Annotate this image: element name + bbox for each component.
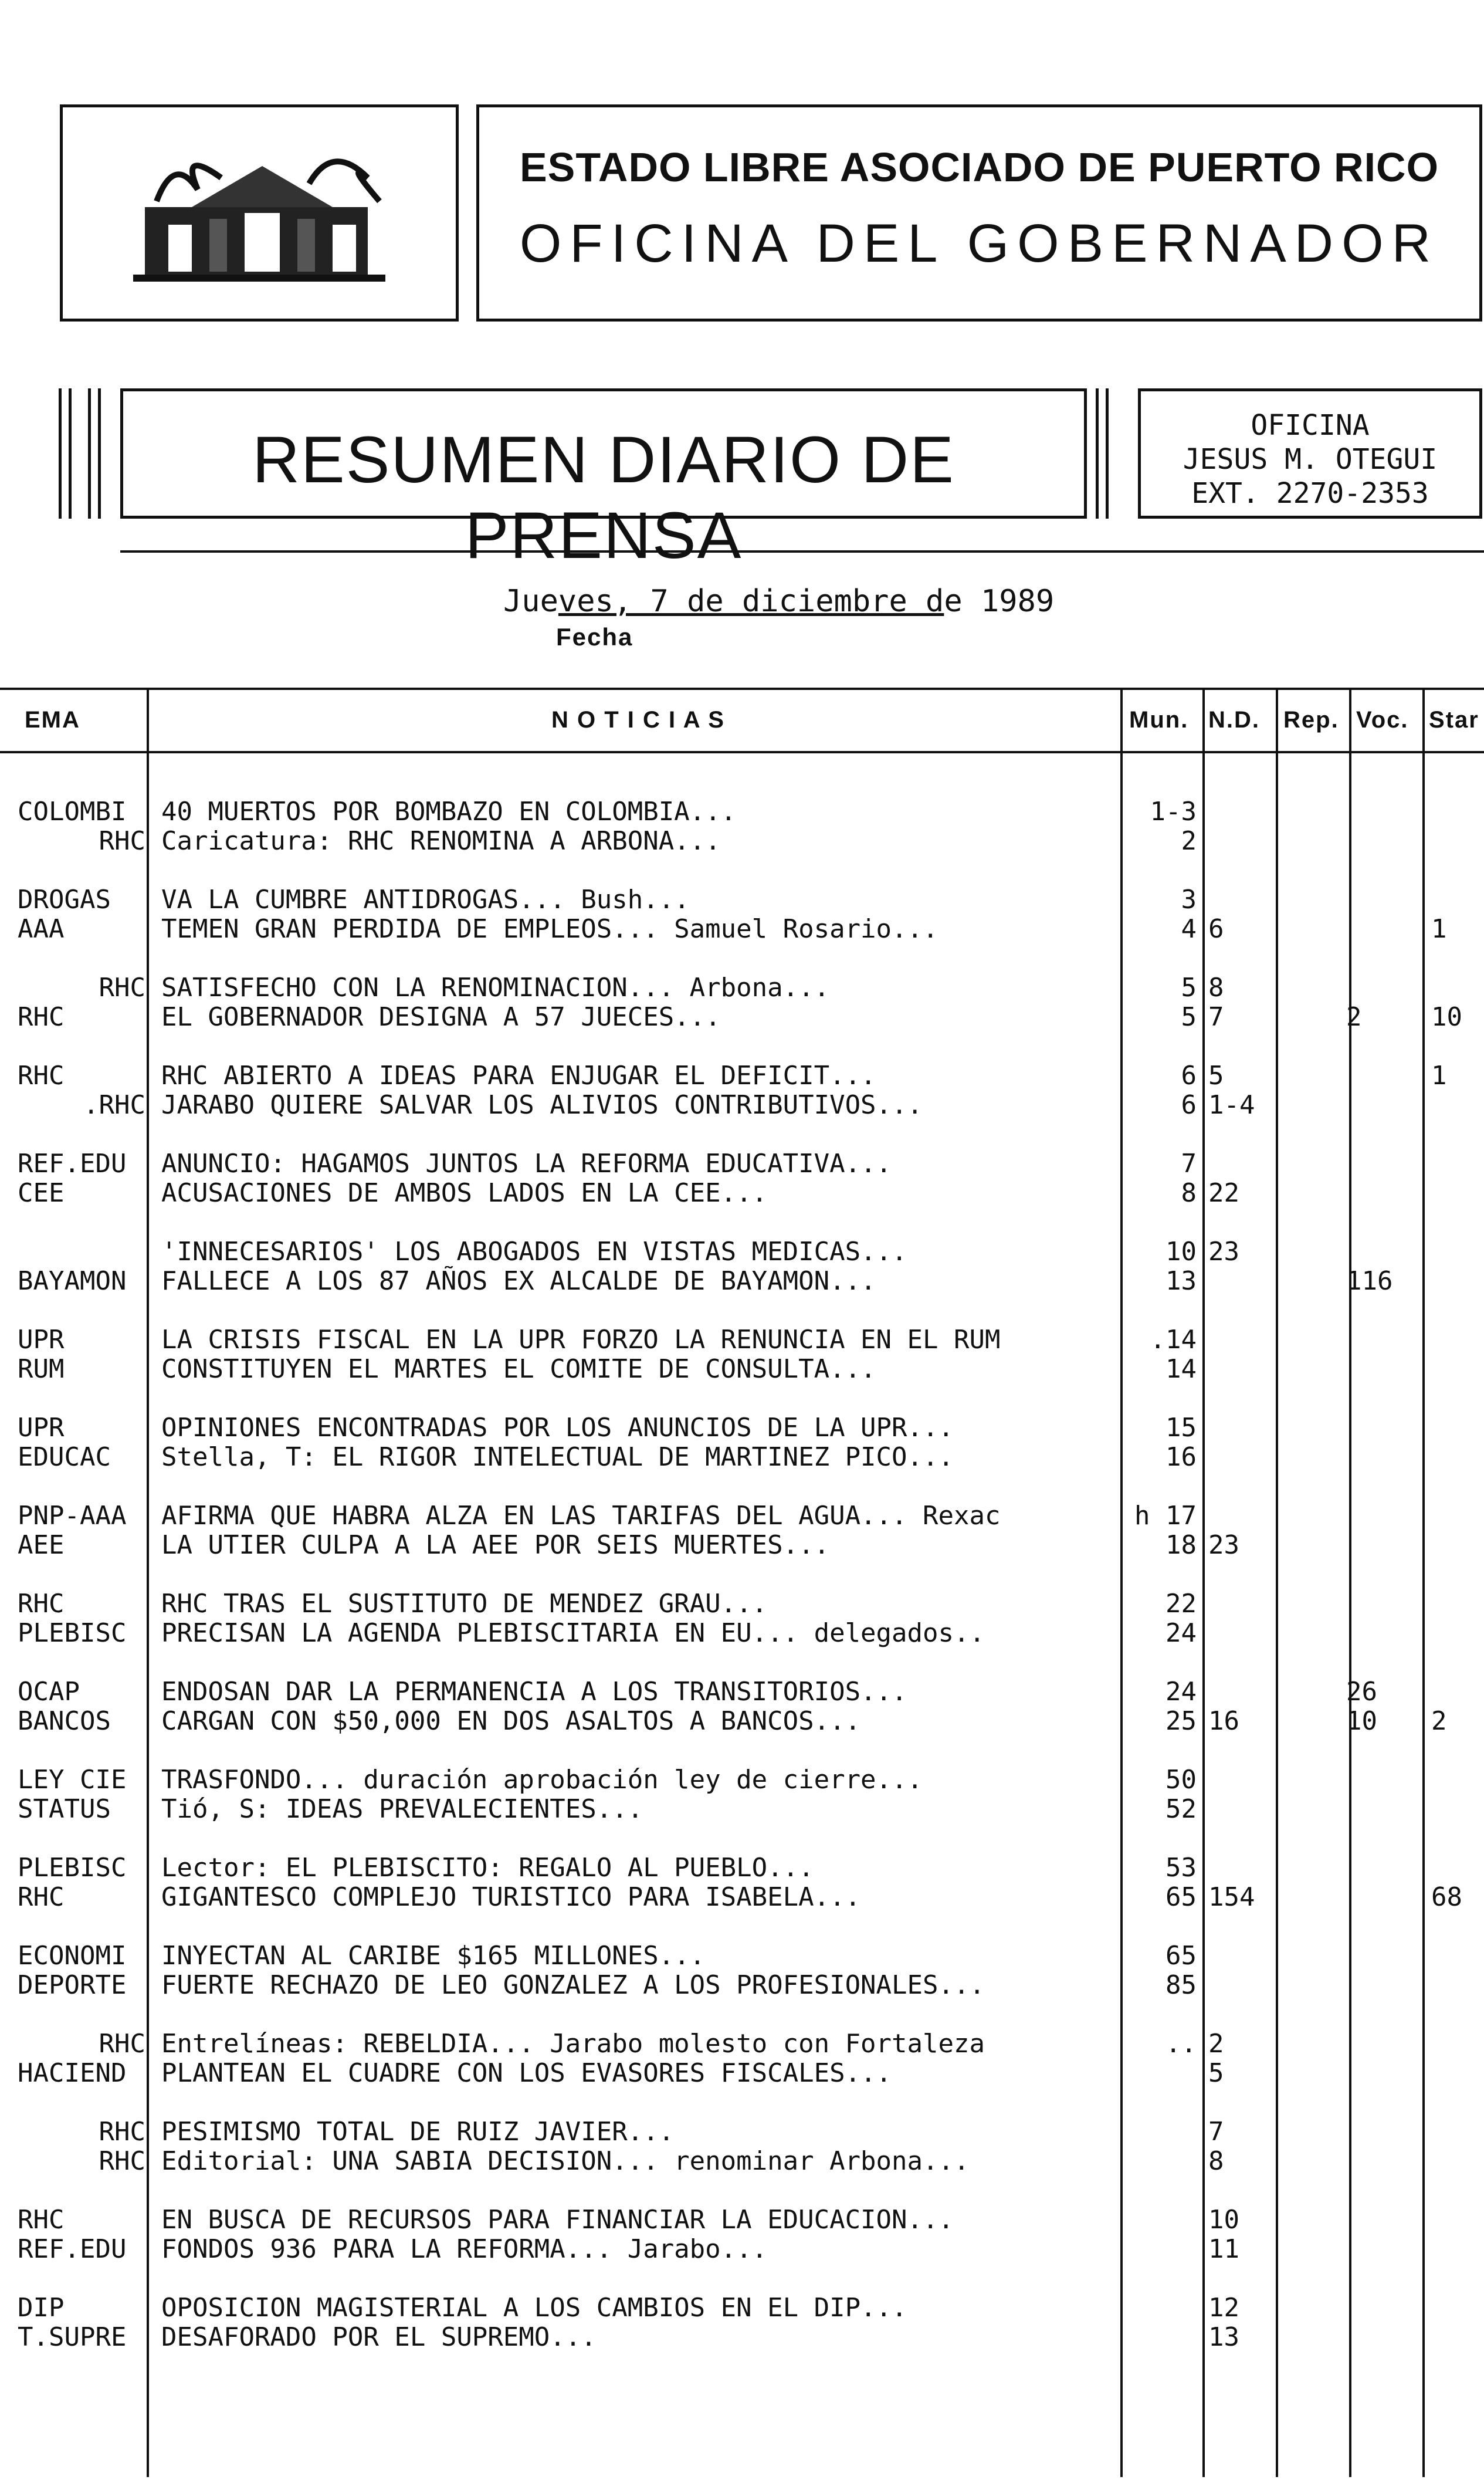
table-header-border <box>0 751 1484 753</box>
row-headline: RHC ABIERTO A IDEAS PARA ENJUGAR EL DEFICIT... <box>161 1061 876 1091</box>
row-mun-page: 25 <box>1165 1706 1197 1736</box>
table-row <box>0 826 1484 857</box>
row-mun-page: 15 <box>1165 1413 1197 1443</box>
report-title: RESUMEN DIARIO DE PRENSA <box>252 423 955 572</box>
office-name: JESUS M. OTEGUI <box>1183 443 1438 476</box>
header-rep: Rep. <box>1283 707 1339 733</box>
row-tema: BANCOS <box>18 1706 111 1736</box>
row-mun-page: 24 <box>1165 1618 1197 1648</box>
header-noticias: N O T I C I A S <box>551 707 725 733</box>
row-headline: Caricatura: RHC RENOMINA A ARBONA... <box>161 826 721 856</box>
table-row <box>0 1442 1484 1473</box>
header-tema: EMA <box>25 707 80 733</box>
table-row <box>0 885 1484 915</box>
row-tema: RHC <box>18 1002 65 1032</box>
table-row <box>0 1941 1484 1971</box>
row-tema: RHC <box>99 826 145 856</box>
row-voc-page: 26 <box>1346 1677 1377 1707</box>
row-tema: RHC <box>99 2117 145 2147</box>
row-headline: LA CRISIS FISCAL EN LA UPR FORZO LA RENUNCIA EN EL RUM <box>161 1325 1001 1355</box>
row-star-page: 10 <box>1431 1002 1462 1032</box>
row-mun-page: 1-3 <box>1150 797 1197 827</box>
row-headline: VA LA CUMBRE ANTIDROGAS... Bush... <box>161 885 690 915</box>
row-tema: RHC <box>18 1882 65 1912</box>
table-row <box>0 2058 1484 2089</box>
row-nd-page: 1-4 <box>1208 1090 1255 1120</box>
agency-title: ESTADO LIBRE ASOCIADO DE PUERTO RICO <box>519 144 1439 190</box>
table-row <box>0 1178 1484 1209</box>
logo-frame <box>60 104 459 322</box>
office-title: OFICINA DEL GOBERNADOR <box>519 214 1439 273</box>
right-bar-decoration <box>1096 388 1109 519</box>
row-nd-page: 5 <box>1208 1061 1224 1091</box>
table-row <box>0 1002 1484 1033</box>
table-row <box>0 1853 1484 1883</box>
row-headline: EL GOBERNADOR DESIGNA A 57 JUECES... <box>161 1002 721 1032</box>
row-tema: PNP-AAA <box>18 1501 127 1531</box>
table-row <box>0 1618 1484 1649</box>
row-headline: FALLECE A LOS 87 AÑOS EX ALCALDE DE BAYAMON... <box>161 1266 876 1296</box>
row-headline: Lector: EL PLEBISCITO: REGALO AL PUEBLO... <box>161 1853 814 1883</box>
row-mun-page: 10 <box>1165 1237 1197 1267</box>
row-nd-page: 8 <box>1208 2146 1224 2176</box>
table-row <box>0 1149 1484 1179</box>
row-tema: AAA <box>18 914 65 944</box>
table-row <box>0 1677 1484 1707</box>
row-nd-page: 7 <box>1208 1002 1224 1032</box>
row-mun-page: 24 <box>1165 1677 1197 1707</box>
row-headline: 40 MUERTOS POR BOMBAZO EN COLOMBIA... <box>161 797 737 827</box>
row-headline: PLANTEAN EL CUADRE CON LOS EVASORES FISCALES... <box>161 2058 892 2088</box>
row-headline: ACUSACIONES DE AMBOS LADOS EN LA CEE... <box>161 1178 768 1208</box>
row-nd-page: 23 <box>1208 1237 1239 1267</box>
row-star-page: 1 <box>1431 914 1447 944</box>
row-mun-page: 5 <box>1181 973 1197 1003</box>
row-nd-page: 23 <box>1208 1530 1239 1560</box>
row-tema: RHC <box>99 2146 145 2176</box>
row-headline: FUERTE RECHAZO DE LEO GONZALEZ A LOS PROFESIONALES... <box>161 1970 985 2000</box>
row-nd-page: 5 <box>1208 2058 1224 2088</box>
table-row <box>0 2117 1484 2147</box>
row-nd-page: 2 <box>1208 2029 1224 2059</box>
government-building-seal-icon <box>121 143 397 289</box>
row-tema: PLEBISC <box>18 1618 127 1648</box>
office-label: OFICINA <box>1251 409 1370 442</box>
row-tema: RHC <box>99 2029 145 2059</box>
row-star-page: 2 <box>1431 1706 1447 1736</box>
row-mun-page: 6 <box>1181 1061 1197 1091</box>
row-headline: CARGAN CON $50,000 EN DOS ASALTOS A BANCOS... <box>161 1706 861 1736</box>
row-tema: AEE <box>18 1530 65 1560</box>
row-tema: UPR <box>18 1413 65 1443</box>
row-mun-page: 18 <box>1165 1530 1197 1560</box>
row-mun-page: .. <box>1165 2029 1197 2059</box>
table-row <box>0 1090 1484 1121</box>
row-nd-page: 6 <box>1208 914 1224 944</box>
row-tema: OCAP <box>18 1677 80 1707</box>
row-mun-page: 65 <box>1165 1882 1197 1912</box>
table-row <box>0 2205 1484 2235</box>
row-mun-page: h 17 <box>1134 1501 1197 1531</box>
row-tema: .RHC <box>83 1090 145 1120</box>
row-mun-page: 52 <box>1165 1794 1197 1824</box>
row-tema: LEY CIE <box>18 1765 127 1795</box>
row-tema: UPR <box>18 1325 65 1355</box>
row-tema: RHC <box>99 973 145 1003</box>
date-underlined: ves, 7 de diciembre d <box>558 584 944 619</box>
row-tema: DEPORTE <box>18 1970 127 2000</box>
table-row <box>0 1794 1484 1825</box>
row-tema: RHC <box>18 2205 65 2235</box>
row-tema: REF.EDU <box>18 2234 127 2264</box>
table-row <box>0 1237 1484 1267</box>
row-tema: DIP <box>18 2293 65 2323</box>
row-headline: Tió, S: IDEAS PREVALECIENTES... <box>161 1794 643 1824</box>
row-tema: RHC <box>18 1589 65 1619</box>
row-headline: LA UTIER CULPA A LA AEE POR SEIS MUERTES... <box>161 1530 830 1560</box>
row-mun-page: 65 <box>1165 1941 1197 1971</box>
table-row <box>0 797 1484 827</box>
row-tema: ECONOMI <box>18 1941 127 1971</box>
row-mun-page: 4 <box>1181 914 1197 944</box>
row-headline: ANUNCIO: HAGAMOS JUNTOS LA REFORMA EDUCATIVA... <box>161 1149 892 1179</box>
header-nd: N.D. <box>1208 707 1260 733</box>
table-row <box>0 1061 1484 1091</box>
row-headline: JARABO QUIERE SALVAR LOS ALIVIOS CONTRIBUTIVOS... <box>161 1090 923 1120</box>
report-date <box>503 584 1054 619</box>
row-tema: COLOMBI <box>18 797 127 827</box>
table-row <box>0 2146 1484 2177</box>
row-headline: ENDOSAN DAR LA PERMANENCIA A LOS TRANSITORIOS... <box>161 1677 907 1707</box>
row-mun-page: 53 <box>1165 1853 1197 1883</box>
table-row <box>0 1882 1484 1913</box>
table-row <box>0 2029 1484 2059</box>
row-tema: RUM <box>18 1354 65 1384</box>
table-row <box>0 1325 1484 1355</box>
row-headline: INYECTAN AL CARIBE $165 MILLONES... <box>161 1941 706 1971</box>
row-nd-page: 16 <box>1208 1706 1239 1736</box>
table-row <box>0 914 1484 945</box>
row-headline: 'INNECESARIOS' LOS ABOGADOS EN VISTAS MEDICAS... <box>161 1237 907 1267</box>
table-row <box>0 1706 1484 1737</box>
report-title-frame <box>120 388 1087 572</box>
header-voc: Voc. <box>1356 707 1409 733</box>
row-tema: STATUS <box>18 1794 111 1824</box>
table-row <box>0 1970 1484 2001</box>
table-row <box>0 1530 1484 1561</box>
row-headline: Editorial: UNA SABIA DECISION... renominar Arbona... <box>161 2146 970 2176</box>
header-star: Star <box>1429 707 1479 733</box>
row-tema: RHC <box>18 1061 65 1091</box>
row-mun-page: 3 <box>1181 885 1197 915</box>
row-nd-page: 11 <box>1208 2234 1239 2264</box>
date-suffix: e 1989 <box>944 584 1055 619</box>
table-row <box>0 1354 1484 1385</box>
row-headline: AFIRMA QUE HABRA ALZA EN LAS TARIFAS DEL AGUA... Rexac <box>161 1501 1001 1531</box>
row-headline: EN BUSCA DE RECURSOS PARA FINANCIAR LA EDUCACION... <box>161 2205 954 2235</box>
table-row <box>0 1589 1484 1619</box>
header-title-frame <box>476 104 1482 322</box>
header-mun: Mun. <box>1129 707 1189 733</box>
table-row <box>0 1765 1484 1795</box>
row-headline: OPOSICION MAGISTERIAL A LOS CAMBIOS EN EL DIP... <box>161 2293 907 2323</box>
row-headline: FONDOS 936 PARA LA REFORMA... Jarabo... <box>161 2234 768 2264</box>
office-extension: EXT. 2270-2353 <box>1191 477 1429 510</box>
row-nd-page: 13 <box>1208 2322 1239 2352</box>
date-label: Fecha <box>556 623 633 651</box>
row-headline: Entrelíneas: REBELDIA... Jarabo molesto con Fortaleza <box>161 2029 985 2059</box>
row-headline: SATISFECHO CON LA RENOMINACION... Arbona... <box>161 973 830 1003</box>
header-divider <box>120 550 1484 553</box>
row-tema: DROGAS <box>18 885 111 915</box>
row-mun-page: 85 <box>1165 1970 1197 2000</box>
row-tema: EDUCAC <box>18 1442 111 1472</box>
row-mun-page: 13 <box>1165 1266 1197 1296</box>
row-mun-page: 7 <box>1181 1149 1197 1179</box>
row-voc-page: 2 <box>1346 1002 1362 1032</box>
table-row <box>0 1501 1484 1531</box>
row-headline: TRASFONDO... duración aprobación ley de cierre... <box>161 1765 923 1795</box>
row-mun-page: 2 <box>1181 826 1197 856</box>
row-tema: PLEBISC <box>18 1853 127 1883</box>
row-headline: Stella, T: EL RIGOR INTELECTUAL DE MARTINEZ PICO... <box>161 1442 954 1472</box>
row-headline: GIGANTESCO COMPLEJO TURISTICO PARA ISABELA... <box>161 1882 861 1912</box>
table-row <box>0 1413 1484 1443</box>
table-top-border <box>0 688 1484 690</box>
row-nd-page: 22 <box>1208 1178 1239 1208</box>
table-row <box>0 2234 1484 2265</box>
row-voc-page: 10 <box>1346 1706 1377 1736</box>
row-headline: PRECISAN LA AGENDA PLEBISCITARIA EN EU... delegados.. <box>161 1618 985 1648</box>
row-tema: REF.EDU <box>18 1149 127 1179</box>
office-info-frame <box>1138 388 1482 519</box>
left-bar-decoration <box>59 388 72 519</box>
row-star-page: 68 <box>1431 1882 1462 1912</box>
row-mun-page: .14 <box>1150 1325 1197 1355</box>
row-headline: RHC TRAS EL SUSTITUTO DE MENDEZ GRAU... <box>161 1589 768 1619</box>
row-headline: PESIMISMO TOTAL DE RUIZ JAVIER... <box>161 2117 675 2147</box>
row-headline: OPINIONES ENCONTRADAS POR LOS ANUNCIOS DE LA UPR... <box>161 1413 954 1443</box>
row-tema: T.SUPRE <box>18 2322 127 2352</box>
row-nd-page: 7 <box>1208 2117 1224 2147</box>
row-mun-page: 8 <box>1181 1178 1197 1208</box>
row-voc-page: 116 <box>1346 1266 1393 1296</box>
row-headline: DESAFORADO POR EL SUPREMO... <box>161 2322 597 2352</box>
row-mun-page: 50 <box>1165 1765 1197 1795</box>
row-tema: CEE <box>18 1178 65 1208</box>
row-star-page: 1 <box>1431 1061 1447 1091</box>
row-nd-page: 154 <box>1208 1882 1255 1912</box>
table-row <box>0 1266 1484 1297</box>
row-mun-page: 5 <box>1181 1002 1197 1032</box>
table-row <box>0 2293 1484 2323</box>
row-mun-page: 14 <box>1165 1354 1197 1384</box>
row-headline: CONSTITUYEN EL MARTES EL COMITE DE CONSULTA... <box>161 1354 876 1384</box>
row-nd-page: 12 <box>1208 2293 1239 2323</box>
row-tema: BAYAMON <box>18 1266 127 1296</box>
row-tema: HACIEND <box>18 2058 127 2088</box>
row-nd-page: 10 <box>1208 2205 1239 2235</box>
row-mun-page: 16 <box>1165 1442 1197 1472</box>
left-bar-decoration-2 <box>88 388 101 519</box>
table-row <box>0 973 1484 1003</box>
table-row <box>0 2322 1484 2353</box>
row-nd-page: 8 <box>1208 973 1224 1003</box>
row-headline: TEMEN GRAN PERDIDA DE EMPLEOS... Samuel Rosario... <box>161 914 938 944</box>
row-mun-page: 22 <box>1165 1589 1197 1619</box>
date-prefix: Jue <box>503 584 558 619</box>
row-mun-page: 6 <box>1181 1090 1197 1120</box>
